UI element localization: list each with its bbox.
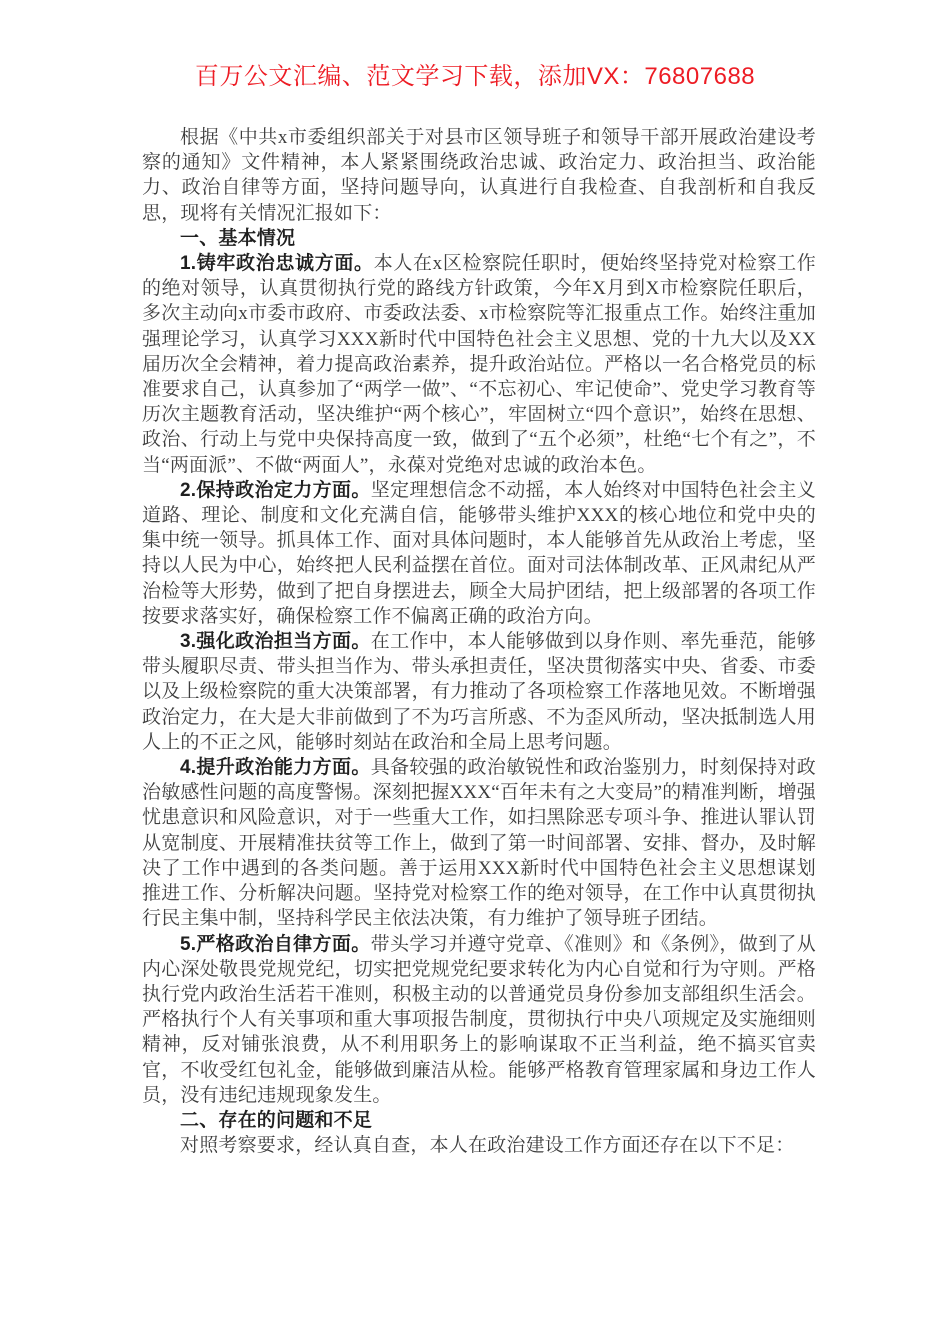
paragraph-political-responsibility [142, 629, 816, 755]
closing-paragraph: 对照考察要求，经认真自查，本人在政治建设工作方面还存在以下不足： [180, 1135, 795, 1157]
paragraph-political-self-discipline-lead: 5.严格政治自律方面。 [180, 933, 371, 955]
paragraph-political-loyalty [142, 251, 816, 478]
section-heading-problems: 二、存在的问题和不足 [180, 1109, 373, 1131]
paragraph-political-loyalty-text: 本人在x区检察院任职时，便始终坚持党对检察工作的绝对领导，认真贯彻执行党的路线方针政策，今年X月到X市检察院任职后，多次主动向x市委市政府、市委政法委、x市检察院等汇报重点工作。始终注重加强理论学习，认真学习XXX新时代中国特色社会主义思想、党的十九大以及XX届历次全会精神，着力提高政治素养，提升政治站位。严格以一名合格党员的标准要求自己，认真参加了“两学一做”、“不忘初心、牢记使命”、党史学习教育等历次主题教育活动，坚决维护“两个核心”，牢固树立“四个意识”，始终在思想、政治、行动上与党中央保持高度一致，做到了“五个必须”，杜绝“七个有之”，不当“两面派”、不做“两面人”，永葆对党绝对忠诚的政治本色。 [142, 253, 816, 476]
promo-banner-text: 百万公文汇编、范文学习下载，添加VX：76807688 [194, 63, 756, 90]
paragraph-political-resolve-lead: 2.保持政治定力方面。 [180, 479, 371, 501]
paragraph-political-resolve-text: 坚定理想信念不动摇，本人始终对中国特色社会主义道路、理论、制度和文化充满自信，能够带头维护XXX的核心地位和党中央的集中统一领导。抓具体工作、面对具体问题时，本人能够首先从政治上考虑，坚持以人民为中心，始终把人民利益摆在首位。面对司法体制改革、正风肃纪从严治检等大形势，做到了把自身摆进去，顾全大局护团结，把上级部署的各项工作按要求落实好，确保检察工作不偏离正确的政治方向。 [142, 479, 816, 627]
paragraph-political-capability [142, 755, 816, 931]
intro-paragraph: 根据《中共x市委组织部关于对县市区领导班子和领导干部开展政治建设考察的通知》文件精神，本人紧紧围绕政治忠诚、政治定力、政治担当、政治能力、政治自律等方面，坚持问题导向，认真进行自我检查、自我剖析和自我反思，现将有关情况汇报如下： [142, 127, 816, 224]
paragraph-political-capability-text: 具备较强的政治敏锐性和政治鉴别力，时刻保持对政治敏感性问题的高度警惕。深刻把握XXX“百年未有之大变局”的精准判断，增强忧患意识和风险意识，对于一些重大工作，如扫黑除恶专项斗争、推进认罪认罚从宽制度、开展精准扶贫等工作上，做到了第一时间部署、安排、督办，及时解决了工作中遇到的各类问题。善于运用XXX新时代中国特色社会主义思想谋划推进工作、分析解决问题。坚持党对检察工作的绝对领导，在工作中认真贯彻执行民主集中制，坚持科学民主依法决策，有力维护了领导班子团结。 [142, 757, 816, 930]
paragraph-political-resolve [142, 478, 816, 629]
paragraph-political-responsibility-text: 在工作中，本人能够做到以身作则、率先垂范，能够带头履职尽责、带头担当作为、带头承担责任，坚决贯彻落实中央、省委、市委以及上级检察院的重大决策部署，有力推动了各项检察工作落地见效。不断增强政治定力，在大是大非前做到了不为巧言所惑、不为歪风所动，坚决抵制选人用人上的不正之风，能够时刻站在政治和全局上思考问题。 [142, 631, 816, 753]
section-heading-basic-info: 一、基本情况 [180, 227, 296, 249]
paragraph-political-self-discipline [142, 932, 816, 1108]
paragraph-political-self-discipline-text: 带头学习并遵守党章、《准则》和《条例》，做到了从内心深处敬畏党规党纪，切实把党规党纪要求转化为内心自觉和行为守则。严格执行党内政治生活若干准则，积极主动的以普通党员身份参加支部组织生活会。严格执行个人有关事项和重大事项报告制度，贯彻执行中央八项规定及实施细则精神，反对铺张浪费，从不利用职务上的影响谋取不正当利益，绝不搞买官卖官，不收受红包礼金，能够做到廉洁从检。能够严格教育管理家属和身边工作人员，没有违纪违规现象发生。 [142, 933, 816, 1106]
paragraph-political-capability-lead: 4.提升政治能力方面。 [180, 757, 371, 779]
paragraph-political-responsibility-lead: 3.强化政治担当方面。 [180, 631, 371, 653]
document-body [142, 125, 816, 1158]
paragraph-political-loyalty-lead: 1.铸牢政治忠诚方面。 [180, 253, 374, 275]
